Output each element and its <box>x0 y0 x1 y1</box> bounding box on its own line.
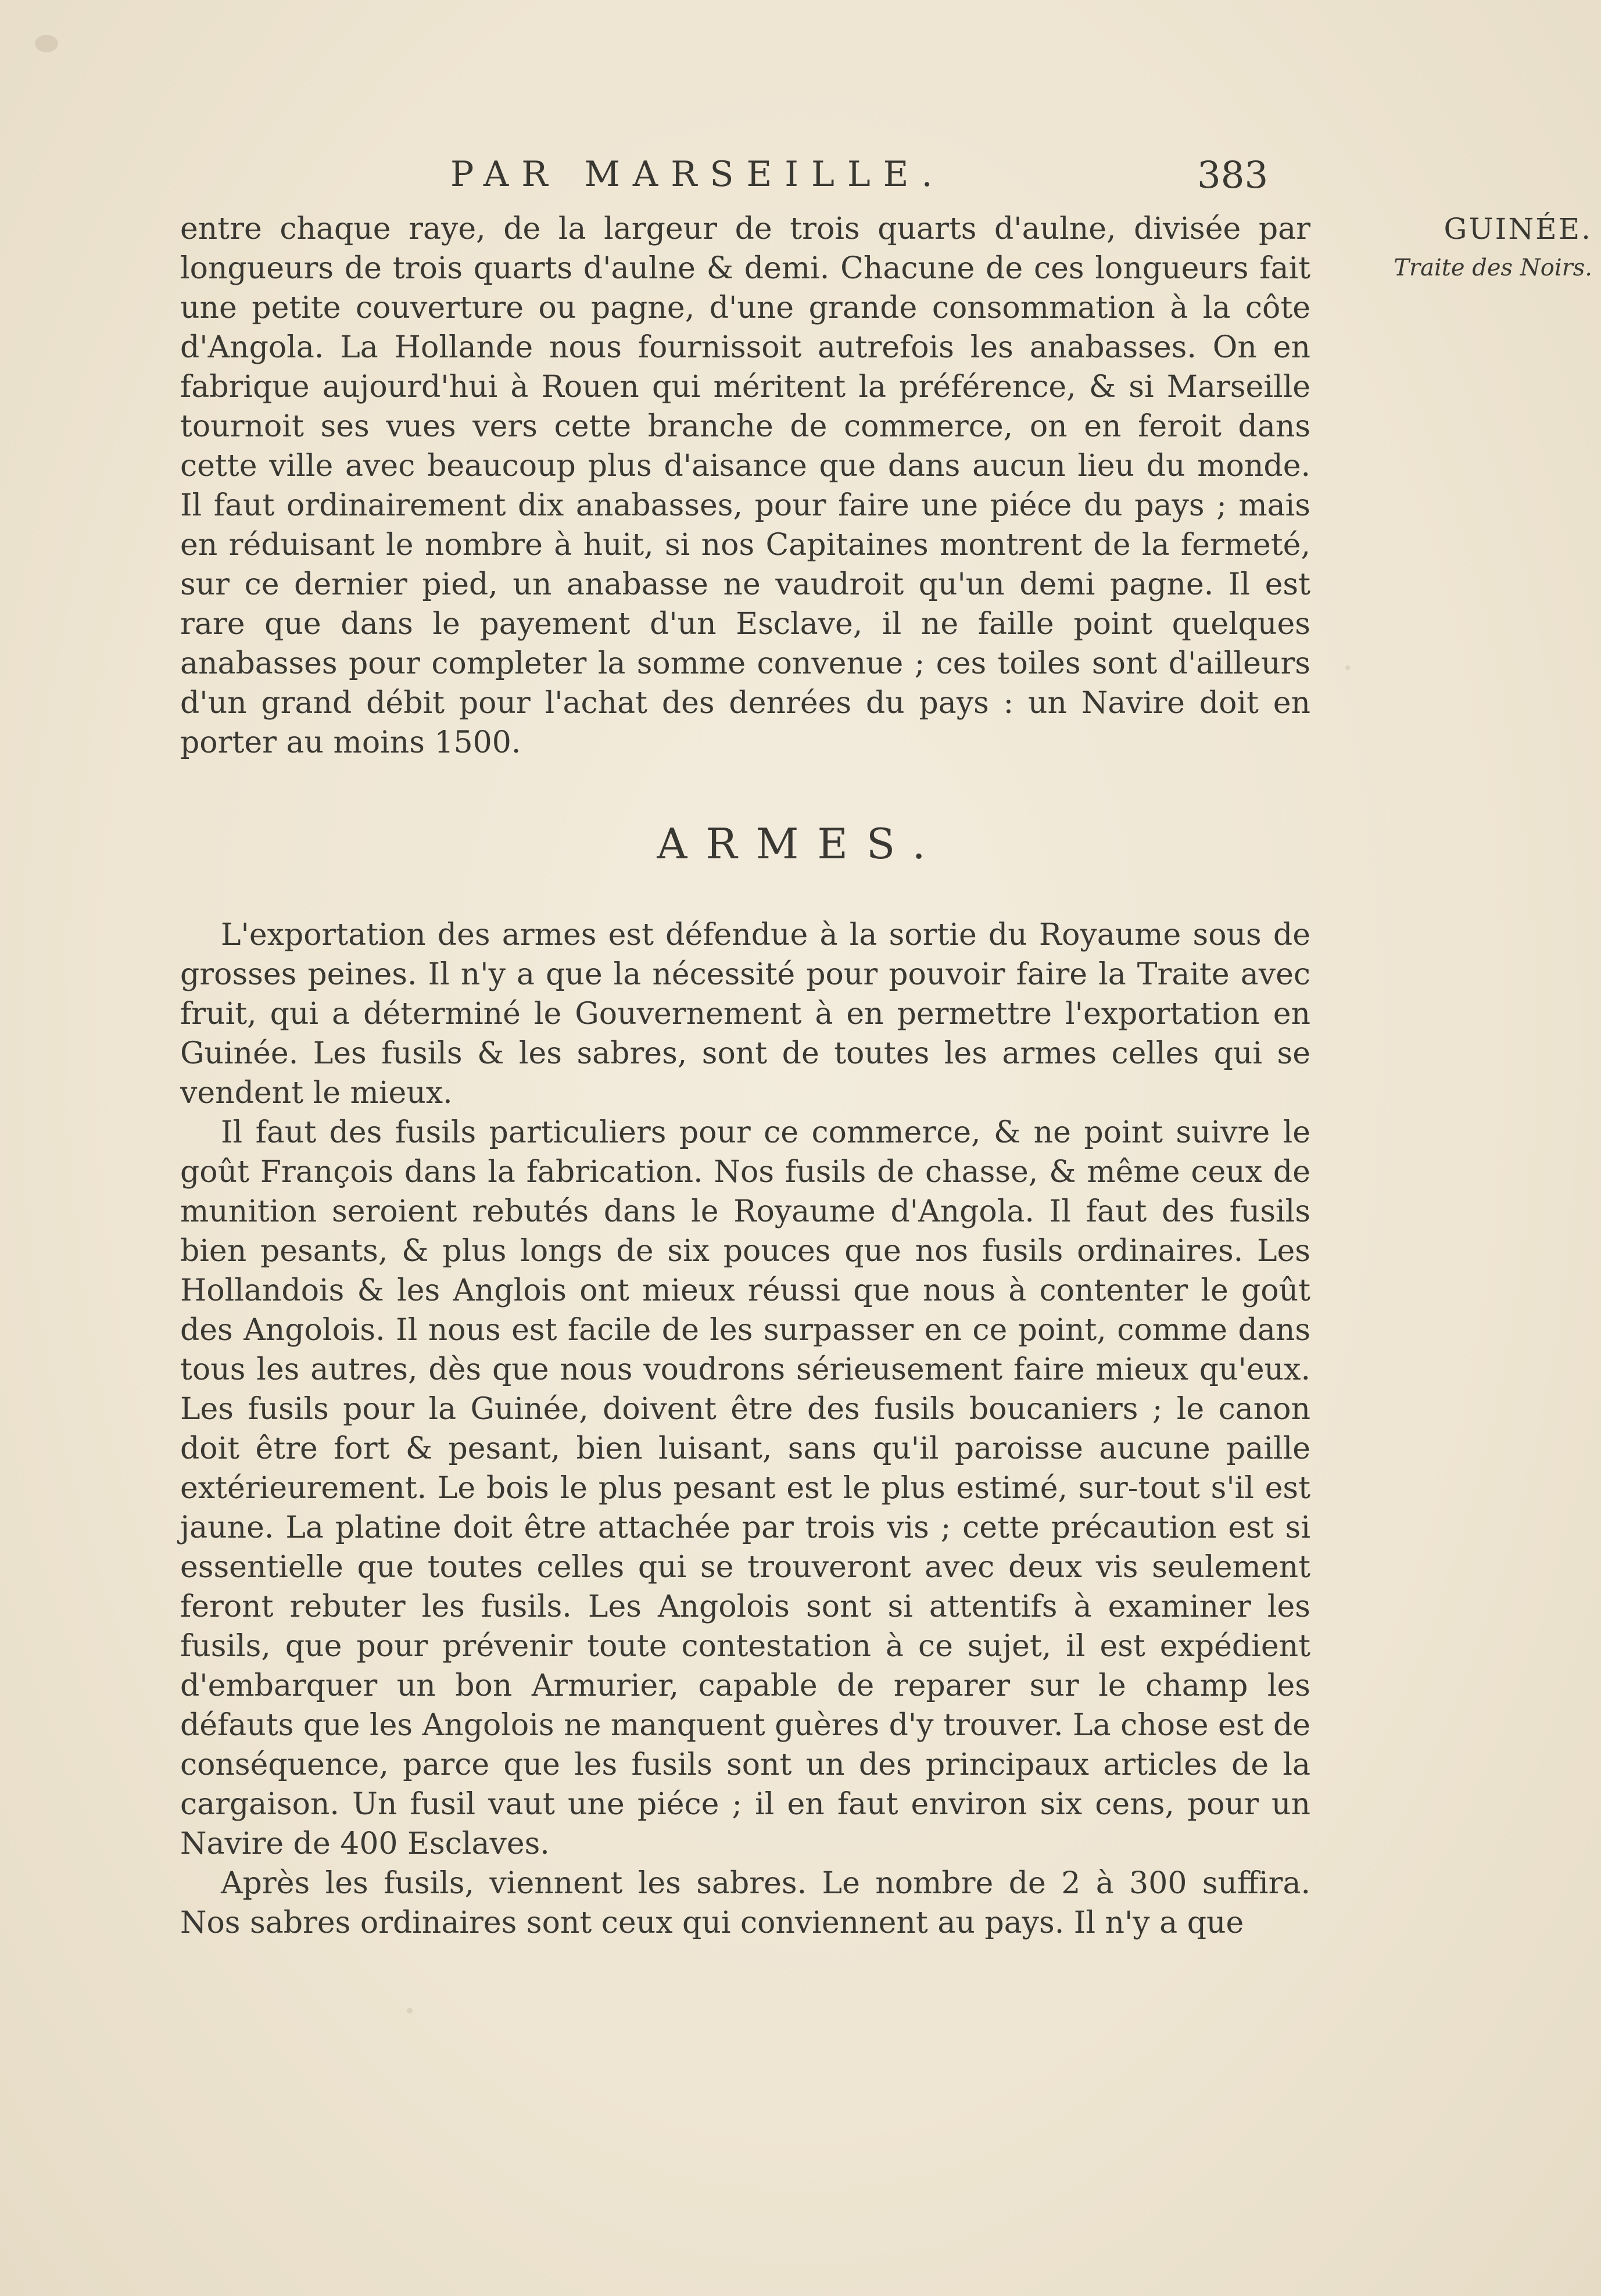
paper-stain <box>407 2008 413 2014</box>
text-block-top <box>180 209 1310 762</box>
page-number: 383 <box>1197 154 1269 197</box>
paragraph: Après les fusils, viennent les sabres. Le nombre de 2 à 300 suffira. Nos sabres ordinaires sont ceux qui conviennent au pays. Il n'y a que <box>180 1866 1310 1940</box>
paragraph: entre chaque raye, de la largeur de trois quarts d'aulne, divisée par longueurs de trois quarts d'aulne & demi. Chacune de ces longueurs fait une petite couverture ou pagne, d'une grande consommation à la côte d'Angola. La Hollande nous fournissoit autrefois les anabasses. On en fabrique aujourd'hui à Rouen qui méritent la préférence, & si Marseille tournoit ses vues vers cette branche de commerce, on en feroit dans cette ville avec beaucoup plus d'aisance que dans aucun lieu du monde. Il faut ordinairement dix anabasses, pour faire une piéce du pays ; mais en réduisant le nombre à huit, si nos Capitaines montrent de la fermeté, sur ce dernier pied, un anabasse ne vaudroit qu'un demi pagne. Il est rare que dans le payement d'un Esclave, il ne faille point quelques anabasses pour completer la somme convenue ; ces toiles sont d'ailleurs d'un grand débit pour l'achat des denrées du pays : un Navire doit en porter au moins 1500. <box>180 212 1310 760</box>
section-title: ARMES. <box>657 819 944 868</box>
page-header <box>0 154 1601 200</box>
text-block-armes <box>180 915 1310 1943</box>
paragraph: L'exportation des armes est défendue à la sortie du Royaume sous de grosses peines. Il n'y a que la nécessité pour pouvoir faire la Traite avec fruit, qui a déterminé le Gouvernement à en permettre l'exportation en Guinée. Les fusils & les sabres, sont de toutes les armes celles qui se vendent le mieux. <box>180 918 1310 1111</box>
margin-note-region: GUINÉE. <box>1444 212 1592 246</box>
margin-note-topic: Traite des Noirs. <box>1394 255 1592 281</box>
paper-stain <box>1345 665 1350 670</box>
paper-stain <box>35 35 58 52</box>
running-head: PAR MARSEILLE. <box>450 154 945 195</box>
paragraph: Il faut des fusils particuliers pour ce commerce, & ne point suivre le goût François dans la fabrication. Nos fusils de chasse, & même ceux de munition seroient rebutés dans le Royaume d'Angola. Il faut des fusils bien pesants, & plus longs de six pouces que nos fusils ordinaires. Les Hollandois & les Anglois ont mieux réussi que nous à contenter le goût des Angolois. Il nous est facile de les surpasser en ce point, comme dans tous les autres, dès que nous voudrons sérieusement faire mieux qu'eux. Les fusils pour la Guinée, doivent être des fusils boucaniers ; le canon doit être fort & pesant, bien luisant, sans qu'il paroisse aucune paille extérieurement. Le bois le plus pesant est le plus estimé, sur-tout s'il est jaune. La platine doit être attachée par trois vis ; cette précaution est si essentielle que toutes celles qui se trouveront avec deux vis seulement feront rebuter les fusils. Les Angolois sont si attentifs à examiner les fusils, que pour prévenir toute contestation à ce sujet, il est expédient d'embarquer un bon Armurier, capable de reparer sur le champ les défauts que les Angolois ne manquent guères d'y trouver. La chose est de conséquence, parce que les fusils sont un des principaux articles de la cargaison. Un fusil vaut une piéce ; il en faut environ six cens, pour un Navire de 400 Esclaves. <box>180 1115 1310 1861</box>
